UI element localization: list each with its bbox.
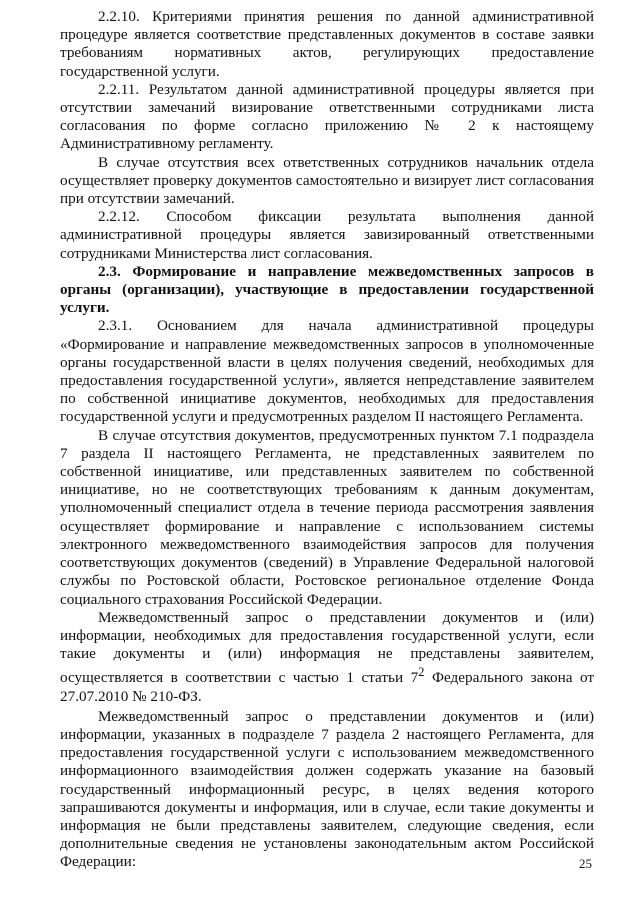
paragraph-2-2-12: 2.2.12. Способом фиксации результата выполнения данной административной процедуры является завизированный ответственными сотрудниками Министерства лист согласования.: [60, 208, 594, 262]
paragraph-2-2-11: 2.2.11. Результатом данной административной процедуры является при отсутствии замечаний визирование ответственными сотрудниками листа согласования по форме согласно приложению № 2 к настоящему Административному регламенту.: [60, 80, 594, 153]
superscript-footnote: 2: [418, 665, 425, 680]
paragraph-request-contents: Межведомственный запрос о представлении документов и (или) информации, указанных в подразделе 7 раздела 2 настоящего Регламента, для предоставления государственной услуги с использованием межведомственного информационного взаимодействия должен содержать указание на базовый государственный информационный ресурс, в целях ведения которого запрашиваются документы и информация, или в случае, если такие документы и информация не были представлены заявителем, следующие сведения, если дополнительные сведения не установлены законодательным актом Российской Федерации:: [60, 707, 594, 871]
paragraph-2-2-10: 2.2.10. Критериями принятия решения по данной административной процедуре является соответствие представленных документов в составе заявки требованиям нормативных актов, регулирующих предоставление государственной услуги.: [60, 8, 594, 80]
section-heading-2-3: 2.3. Формирование и направление межведомственных запросов в органы (организации), участвующие в предоставлении государственной услуги.: [60, 262, 594, 317]
document-body: [60, 8, 594, 872]
page-number: 25: [579, 856, 592, 871]
paragraph-2-3-1: 2.3.1. Основанием для начала административной процедуры «Формирование и направление межведомственных запросов в уполномоченные органы государственной власти в целях получения сведений, необходимых для предоставления государственной услуги», является непредставление заявителем по собственной инициативе документов, необходимых для предоставления государственной услуги и предусмотренных разделом II настоящего Регламента.: [60, 317, 594, 426]
paragraph-interagency-request: [60, 609, 594, 706]
paragraph-interagency-request-text: Межведомственный запрос о представлении документов и (или) информации, необходимых для предоставления государственной услуги, если такие документы и (или) информация не представлены заявителем, осуществляется в соответствии с частью 1 статьи 7: [60, 608, 594, 687]
paragraph-interagency-request-tail: Федерального закона от 27.07.2010 № 210-ФЗ.: [60, 669, 594, 705]
paragraph-missing-documents: В случае отсутствия документов, предусмотренных пунктом 7.1 подраздела 7 раздела II настоящего Регламента, не представленных заявителем по собственной инициативе, или представленных заявителем по собственной инициативе, но не соответствующих требованиям к данным документам, уполномоченный специалист отдела в течение периода рассмотрения заявления осуществляет формирование и направление с использованием системы электронного межведомственного взаимодействия запросов для получения соответствующих документов (сведений) в Управление Федеральной налоговой службы по Ростовской области, Ростовское региональное отделение Фонда социального страхования Российской Федерации.: [60, 426, 594, 608]
paragraph-absence-of-staff: В случае отсутствия всех ответственных сотрудников начальник отдела осуществляет проверку документов самостоятельно и визирует лист согласования при отсутствии замечаний.: [60, 153, 594, 208]
